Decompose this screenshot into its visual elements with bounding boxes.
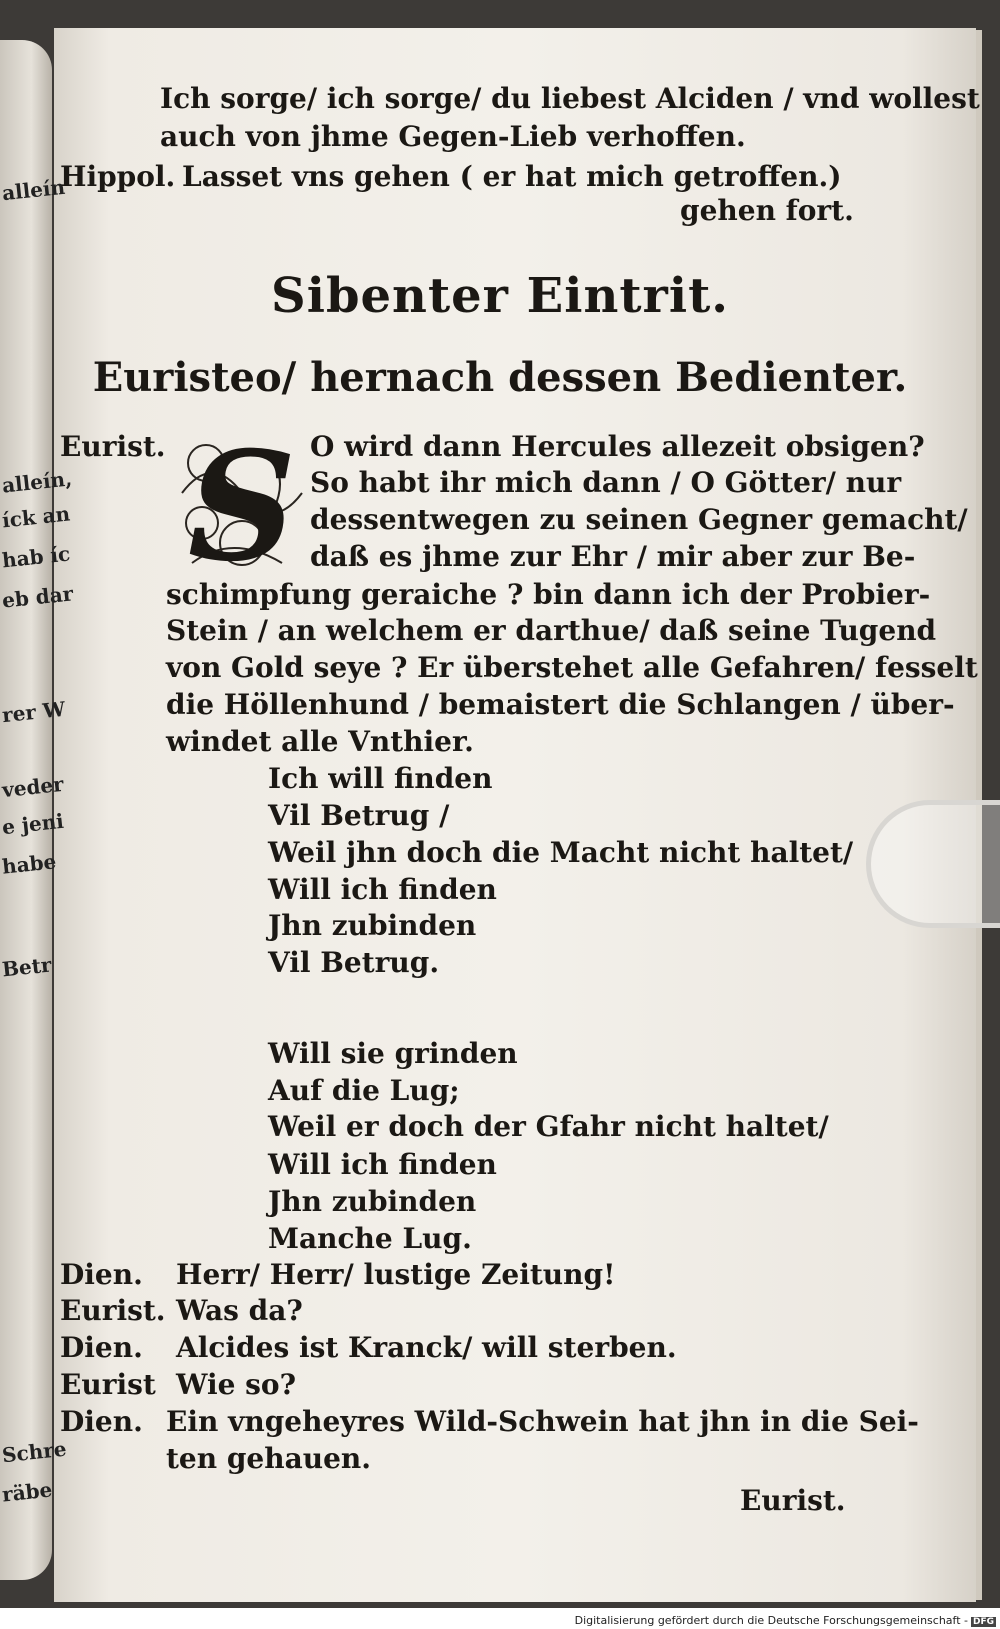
text-line: windet alle Vnthier. (166, 725, 474, 758)
dialogue-line: Herr/ Herr/ lustige Zeitung! (176, 1258, 616, 1291)
speaker-label: Hippol. (60, 160, 176, 193)
text-line: So habt ihr mich dann / O Götter/ nur (310, 466, 902, 499)
verse-line: Manche Lug. (268, 1222, 472, 1255)
verse-line: Will ich finden (268, 1148, 497, 1181)
digitization-credit (575, 1614, 996, 1627)
text-line: Stein / an welchem er darthue/ daß seine Tugend (166, 614, 937, 647)
margin-fragment: e jeni (0, 808, 65, 840)
speaker-label: Dien. (60, 1405, 143, 1438)
speaker-label: Eurist (60, 1368, 156, 1401)
verse-line: Vil Betrug. (268, 946, 440, 979)
margin-fragment: alleín, (0, 466, 74, 498)
text-line: Ich sorge/ ich sorge/ du liebest Alciden / vnd wollest (160, 82, 980, 115)
initial-letter: S (187, 419, 297, 595)
verse-line: Jhn zubinden (268, 1185, 477, 1218)
dialogue-line: ten gehauen. (166, 1442, 372, 1475)
margin-fragment: íck an (0, 501, 72, 533)
text-line: daß es jhme zur Ehr / mir aber zur Be- (310, 540, 916, 573)
dfg-logo: DFG (972, 1617, 994, 1627)
scene-characters: Euristeo/ hernach dessen Bedienter. (92, 354, 908, 401)
verse-line: Ich will finden (268, 762, 493, 795)
verse-line: Auf die Lug; (268, 1074, 460, 1107)
dialogue-line: Alcides ist Kranck/ will sterben. (176, 1331, 677, 1364)
verse-line: Vil Betrug / (268, 799, 450, 832)
text-line: auch von jhme Gegen-Lieb verhoffen. (160, 120, 746, 153)
margin-fragment: räbe (0, 1477, 54, 1507)
margin-fragment: eb dar (0, 581, 75, 613)
margin-fragment: Betr (0, 952, 53, 982)
verse-line: Weil er doch der Gfahr nicht haltet/ (268, 1110, 829, 1143)
text-line: O wird dann Hercules allezeit obsigen? (310, 430, 925, 463)
scene-heading: Sibenter Eintrit. (271, 268, 729, 324)
text-line: schimpfung geraiche ? bin dann ich der Probier- (166, 578, 931, 611)
decorated-initial (172, 419, 312, 595)
dialogue-line: Wie so? (176, 1368, 296, 1401)
text-line: Lasset vns gehen ( er hat mich getroffen.) (182, 160, 842, 193)
dialogue-line: Ein vngeheyres Wild-Schwein hat jhn in die Sei- (166, 1405, 919, 1438)
verse-line: Will ich finden (268, 873, 497, 906)
speaker-label: Eurist. (60, 1294, 166, 1327)
speaker-label: Dien. (60, 1258, 143, 1291)
speaker-label: Dien. (60, 1331, 143, 1364)
text-line: die Höllenhund / bemaistert die Schlangen / über- (166, 688, 955, 721)
speaker-label: Eurist. (60, 430, 166, 463)
verse-line: Weil jhn doch die Macht nicht haltet/ (268, 836, 854, 869)
verse-line: Will sie grinden (268, 1037, 518, 1070)
catchword: Eurist. (740, 1484, 846, 1517)
stage-direction: gehen fort. (680, 194, 854, 227)
dialogue-line: Was da? (176, 1294, 303, 1327)
book-page (54, 28, 976, 1602)
margin-fragment: rer W (0, 696, 67, 728)
text-line: von Gold seye ? Er überstehet alle Gefahren/ fesselt (166, 651, 978, 684)
margin-fragment: Schre (0, 1436, 68, 1468)
credit-text: Digitalisierung gefördert durch die Deutsche Forschungsgemeinschaft - (574, 1614, 968, 1627)
margin-fragment: hab íc (0, 541, 72, 573)
margin-fragment: alleín (0, 174, 67, 206)
text-line: dessentwegen zu seinen Gegner gemacht/ (310, 503, 968, 536)
margin-fragment: veder (0, 771, 65, 803)
margin-fragment: habe (0, 849, 58, 879)
verse-line: Jhn zubinden (268, 909, 477, 942)
page-clip (866, 800, 1000, 928)
